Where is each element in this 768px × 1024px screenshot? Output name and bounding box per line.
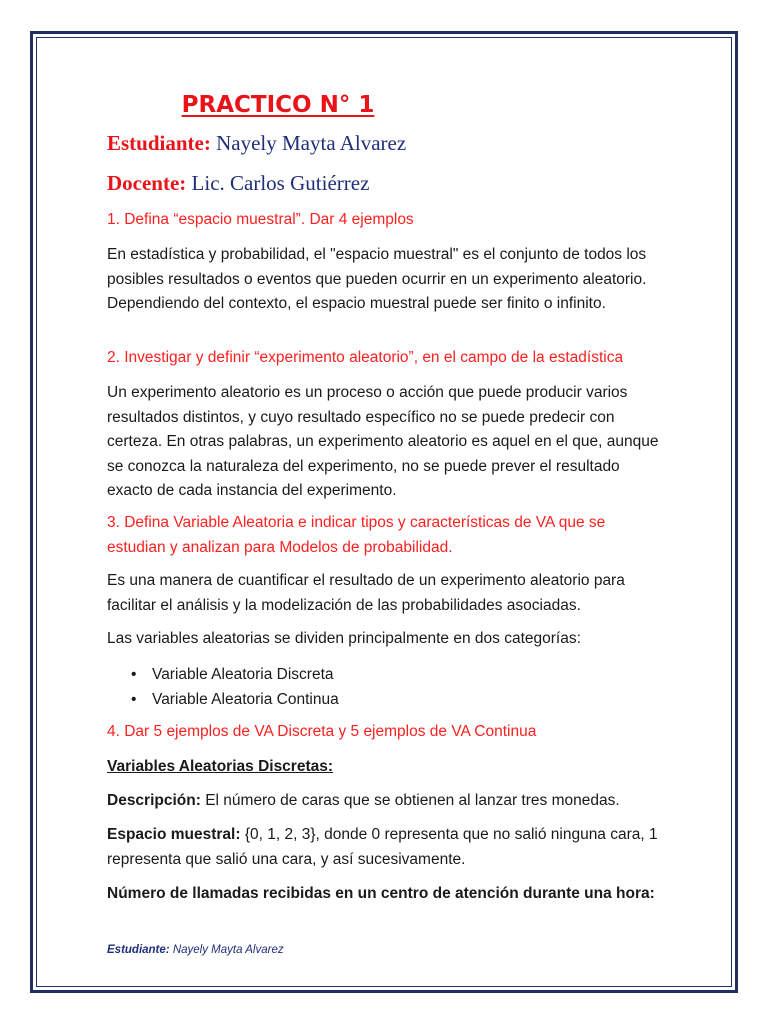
discrete-variables-heading: Variables Aleatorias Discretas: (107, 758, 334, 775)
list-item: • Variable Aleatoria Discreta (131, 666, 334, 683)
teacher-label: Docente: (107, 171, 187, 195)
footer-label: Estudiante: (107, 944, 170, 956)
question-1-answer: En estadística y probabilidad, el "espacio muestral" es el conjunto de todos los posibles resultados o eventos que pueden ocurrir en un experimento aleatorio. Dependiendo del contexto, el espacio muestral puede ser finito o infinito. (107, 246, 647, 312)
question-3-intro: Las variables aleatorias se dividen principalmente en dos categorías: (107, 630, 581, 647)
teacher-line (107, 171, 369, 196)
student-name: Nayely Mayta Alvarez (216, 131, 407, 155)
variable-types-list (131, 662, 339, 712)
question-4-heading: 4. Dar 5 ejemplos de VA Discreta y 5 ejemplos de VA Continua (107, 723, 537, 740)
footer-name: Nayely Mayta Alvarez (169, 944, 284, 956)
list-item: • Variable Aleatoria Continua (131, 691, 339, 708)
sample-space-paragraph (107, 823, 667, 872)
description-label: Descripción: (107, 792, 201, 809)
question-1-heading: 1. Defina “espacio muestral”. Dar 4 ejemplos (107, 211, 414, 228)
description-paragraph (107, 789, 667, 814)
question-3-heading: 3. Defina Variable Aleatoria e indicar tipos y características de VA que se estudian y analizan para Modelos de probabilidad. (107, 514, 606, 556)
sample-space-label: Espacio muestral: (107, 826, 241, 843)
document-title: PRACTICO N° 1 (181, 92, 375, 118)
teacher-name: Lic. Carlos Gutiérrez (191, 171, 370, 195)
question-2-heading: 2. Investigar y definir “experimento aleatorio”, en el campo de la estadística (107, 349, 624, 366)
calls-heading: Número de llamadas recibidas en un centro de atención durante una hora: (107, 885, 655, 902)
description-text: El número de caras que se obtienen al lanzar tres monedas. (200, 792, 620, 809)
page-footer (107, 944, 284, 956)
question-3-answer: Es una manera de cuantificar el resultado de un experimento aleatorio para facilitar el análisis y la modelización de las probabilidades asociadas. (107, 572, 625, 614)
question-2-answer: Un experimento aleatorio es un proceso o acción que puede producir varios resultados distintos, y cuyo resultado específico no se puede predecir con certeza. En otras palabras, un experimento aleatorio es aquel en el que, aunque se conozca la naturaleza del experimento, no se puede prever el resultado exacto de cada instancia del experimento. (107, 384, 659, 499)
student-label: Estudiante: (107, 131, 211, 155)
student-line (107, 131, 406, 156)
sample-space-text: {0, 1, 2, 3}, donde 0 representa que no salió ninguna cara, 1 representa que salió una cara, y así sucesivamente. (107, 826, 658, 868)
